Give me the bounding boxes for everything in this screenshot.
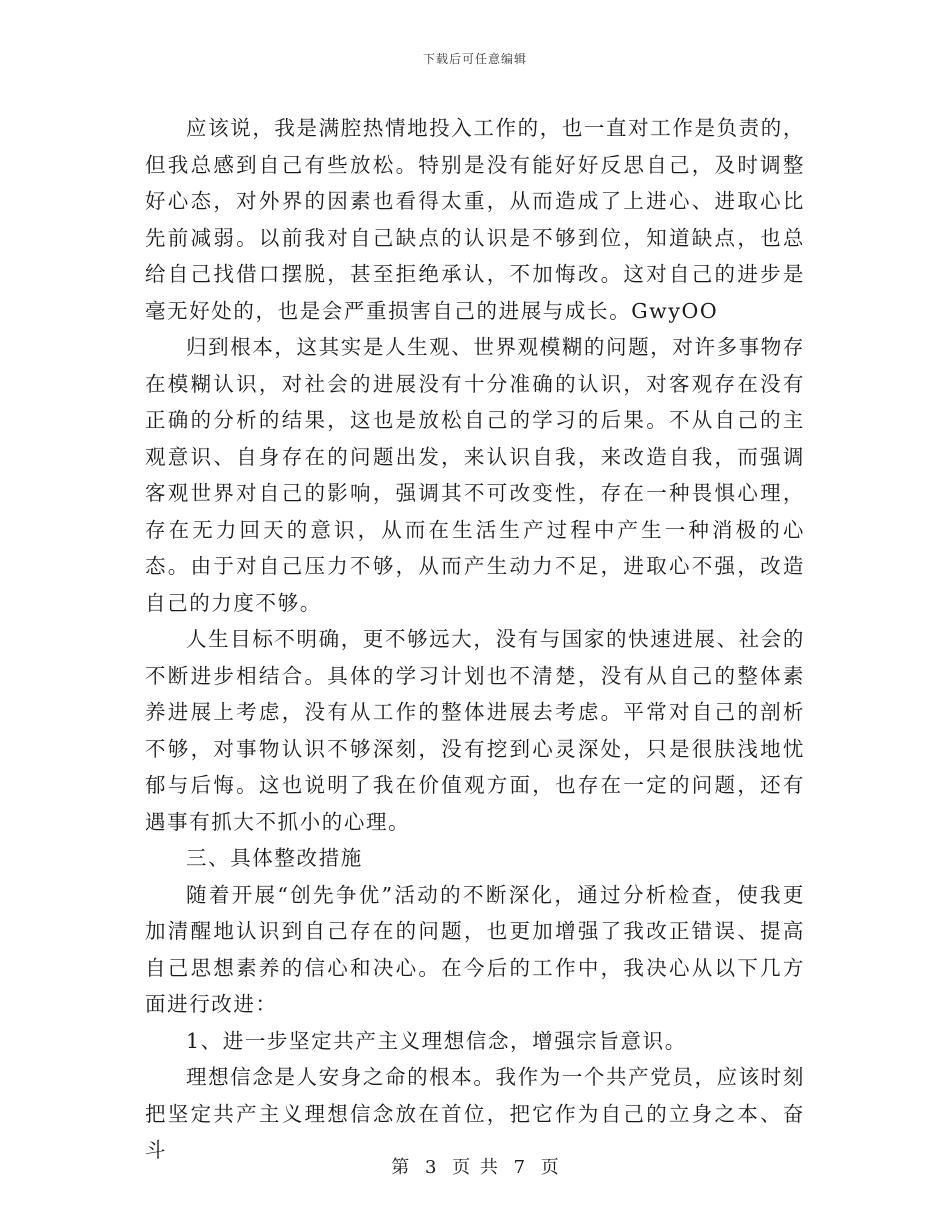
- section-heading: 三、具体整改措施: [186, 846, 363, 870]
- page-footer: [0, 1153, 950, 1179]
- paragraph: 人生目标不明确，更不够远大，没有与国家的快速进展、社会的不断进步相结合。具体的学习计划也不清楚，没有从自己的整体素养进展上考虑，没有从工作的整体进展去考虑。平常对自己的剖析不够，对事物认识不够深刻，没有挖到心灵深处，只是很肤浅地忧郁与后悔。这也说明了我在价值观方面，也存在一定的问题，还有遇事有抓大不抓小的心理。: [145, 627, 805, 834]
- footer-prefix: 第: [391, 1157, 410, 1178]
- total-page-count: 7: [513, 1157, 526, 1178]
- current-page-number: 3: [424, 1157, 437, 1178]
- paragraph: 理想信念是人安身之命的根本。我作为一个共产党员，应该时刻把坚定共产主义理想信念放在首位，把它作为自己的立身之本、奋斗: [145, 1065, 805, 1162]
- paragraph: 随着开展“创先争优”活动的不断深化，通过分析检查，使我更加清醒地认识到自己存在的问题，也更加增强了我改正错误、提高自己思想素养的信心和决心。在今后的工作中，我决心从以下几方面进行改进：: [145, 882, 805, 1016]
- paragraph: 归到根本，这其实是人生观、世界观模糊的问题，对许多事物存在模糊认识，对社会的进展没有十分准确的认识，对客观存在没有正确的分析的结果，这也是放松自己的学习的后果。不从自己的主观意识、自身存在的问题出发，来认识自我，来改造自我，而强调客观世界对自己的影响，强调其不可改变性，存在一种畏惧心理，存在无力回天的意识，从而在生活生产过程中产生一种消极的心态。由于对自己压力不够，从而产生动力不足，进取心不强，改造自己的力度不够。: [145, 335, 805, 615]
- numbered-item-heading: 1、进一步坚定共产主义理想信念，增强宗旨意识。: [186, 1028, 687, 1053]
- page-header: 下载后可任意编辑: [422, 52, 527, 66]
- footer-middle: 页 共: [452, 1157, 498, 1178]
- footer-suffix: 页: [540, 1157, 559, 1178]
- paragraph: 应该说，我是满腔热情地投入工作的，也一直对工作是负责的，但我总感到自己有些放松。特别是没有能好好反思自己，及时调整好心态，对外界的因素也看得太重，从而造成了上进心、进取心比先前减弱。以前我对自己缺点的认识是不够到位，知道缺点，也总给自己找借口摆脱，甚至拒绝承认，不加悔改。这对自己的进步是毫无好处的，也是会严重损害自己的进展与成长。GwyOO: [145, 116, 805, 323]
- document-body: [145, 110, 805, 1169]
